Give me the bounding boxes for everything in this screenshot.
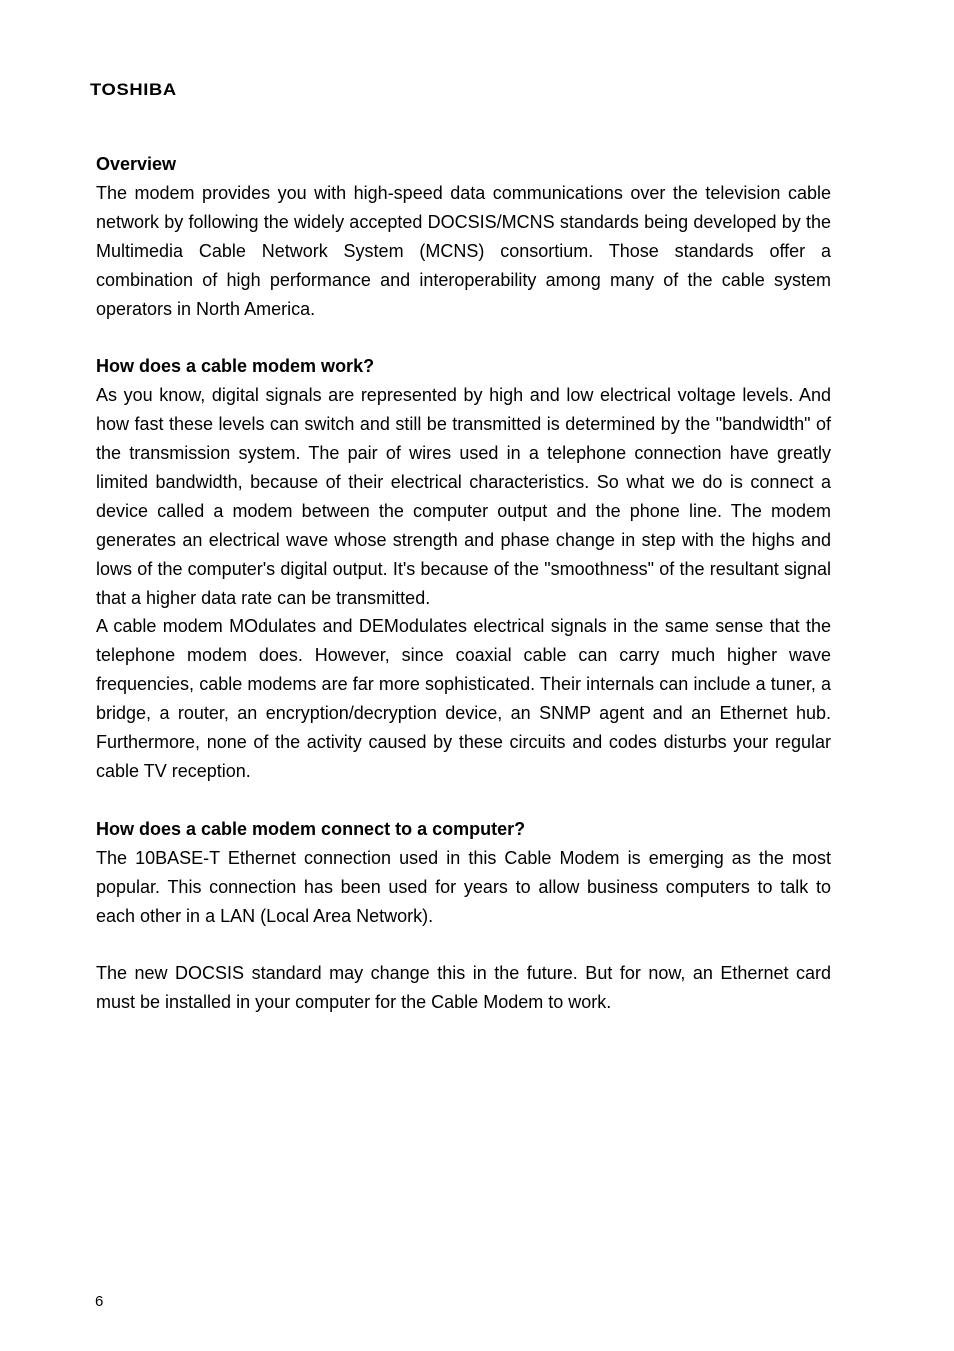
document-body xyxy=(96,150,831,1017)
section-spacer xyxy=(96,323,831,352)
how-connect-heading: How does a cable modem connect to a computer? xyxy=(96,818,526,839)
section-spacer xyxy=(96,930,831,959)
overview-paragraph: The modem provides you with high-speed data communications over the television cable network by following the widely accepted DOCSIS/MCNS standards being developed by the Multimedia Cable Network System (MCNS) consortium. Those standards offer a combination of high performance and interoperability among many of the cable system operators in North America. xyxy=(96,182,831,319)
how-connect-paragraph-1: The 10BASE-T Ethernet connection used in this Cable Modem is emerging as the most popular. This connection has been used for years to allow business computers to talk to each other in a LAN (Local Area Network). xyxy=(96,847,831,926)
how-work-heading: How does a cable modem work? xyxy=(96,356,375,377)
overview-heading: Overview xyxy=(96,154,177,174)
how-work-paragraph-2: A cable modem MOdulates and DEModulates electrical signals in the same sense that the telephone modem does. However, since coaxial cable can carry much higher wave frequencies, cable modems are far more sophisticated. Their internals can include a tuner, a bridge, a router, an encryption/decryption device, an SNMP agent and an Ethernet hub. Furthermore, none of the activity caused by these circuits and codes disturbs your regular cable TV reception. xyxy=(96,616,831,782)
toshiba-logo: TOSHIBA xyxy=(90,80,177,99)
how-connect-paragraph-2: The new DOCSIS standard may change this in the future. But for now, an Ethernet card must be installed in your computer for the Cable Modem to work. xyxy=(96,963,831,1013)
section-spacer xyxy=(96,786,831,815)
how-work-paragraph-1: As you know, digital signals are represented by high and low electrical voltage levels. And how fast these levels can switch and still be transmitted is determined by the "bandwidth" of the transmission system. The pair of wires used in a telephone connection have greatly limited bandwidth, because of their electrical characteristics. So what we do is connect a device called a modem between the computer output and the phone line. The modem generates an electrical wave whose strength and phase change in step with the highs and lows of the computer's digital output. It's because of the "smoothness" of the resultant signal that a higher data rate can be transmitted. xyxy=(96,385,831,608)
page-number: 6 xyxy=(95,1293,104,1310)
